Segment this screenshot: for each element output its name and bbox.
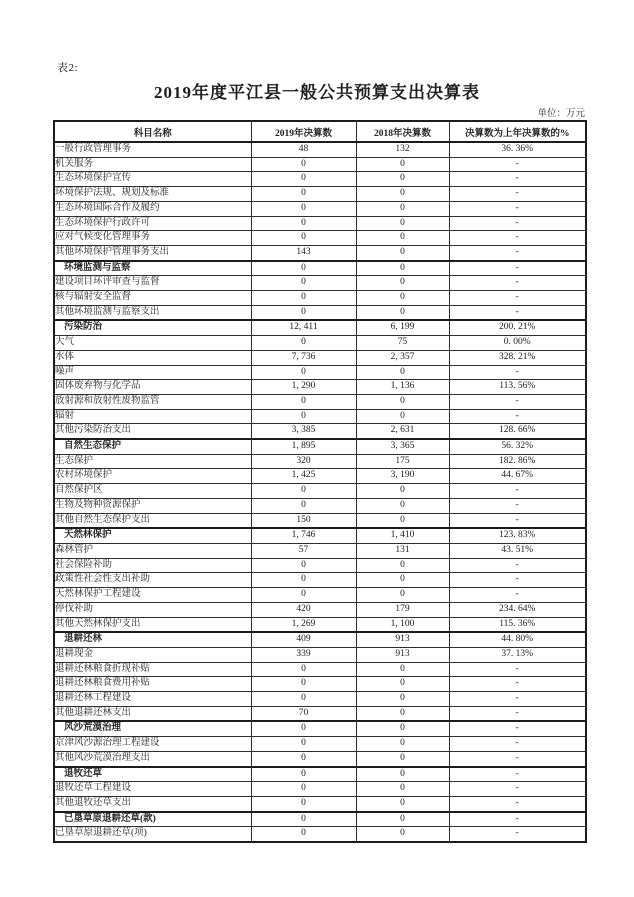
value-2018-cell: 0 [356,231,449,246]
subject-name-cell: 京津风沙源治理工程建设 [54,737,251,752]
subject-name-cell: 建设项目环评审查与监督 [54,276,251,291]
table-row [54,558,586,573]
subject-name-cell: 其他环境监测与监察支出 [54,305,251,320]
table-row [54,827,586,842]
value-2019-cell: 1, 895 [251,439,356,454]
table-row [54,573,586,588]
value-2018-cell: 3, 190 [356,469,449,484]
pct-of-prior-year-cell: - [449,172,586,187]
pct-of-prior-year-cell: - [449,187,586,202]
table-row [54,528,586,543]
value-2018-cell: 6, 199 [356,320,449,335]
value-2019-cell: 0 [251,231,356,246]
subject-name-cell: 环境保护法规、规划及标准 [54,187,251,202]
pct-of-prior-year-cell: - [449,827,586,842]
column-header-subject: 科目名称 [54,121,251,142]
pct-of-prior-year-cell: - [449,737,586,752]
subject-name-cell: 农村环境保护 [54,469,251,484]
value-2019-cell: 0 [251,305,356,320]
pct-of-prior-year-cell: - [449,796,586,811]
value-2018-cell: 0 [356,827,449,842]
header-row [54,121,586,142]
table-row [54,216,586,231]
pct-of-prior-year-cell: 128. 66% [449,424,586,439]
table-row [54,692,586,707]
value-2019-cell: 1, 425 [251,469,356,484]
table-row [54,245,586,260]
subject-name-cell: 风沙荒漠治理 [54,721,251,736]
table-row [54,350,586,365]
table-row [54,498,586,513]
value-2019-cell: 0 [251,721,356,736]
value-2018-cell: 1, 100 [356,617,449,632]
subject-name-cell: 天然林保护工程建设 [54,588,251,603]
pct-of-prior-year-cell: 36. 36% [449,142,586,157]
value-2018-cell: 0 [356,677,449,692]
value-2019-cell: 0 [251,261,356,276]
value-2018-cell: 0 [356,498,449,513]
subject-name-cell: 森林管护 [54,543,251,558]
value-2018-cell: 0 [356,187,449,202]
value-2018-cell: 0 [356,484,449,499]
table-row [54,291,586,306]
pct-of-prior-year-cell: - [449,767,586,782]
table-row [54,662,586,677]
pct-of-prior-year-cell: 234. 64% [449,602,586,617]
table-row [54,469,586,484]
table-row [54,320,586,335]
value-2018-cell: 0 [356,662,449,677]
subject-name-cell: 机关服务 [54,157,251,172]
value-2019-cell: 143 [251,245,356,260]
value-2018-cell: 0 [356,276,449,291]
subject-name-cell: 其他环境保护管理事务支出 [54,245,251,260]
value-2018-cell: 131 [356,543,449,558]
value-2018-cell: 0 [356,706,449,721]
subject-name-cell: 天然林保护 [54,528,251,543]
subject-name-cell: 生态环境保护宣传 [54,172,251,187]
value-2019-cell: 0 [251,276,356,291]
subject-name-cell: 已垦草原退耕还草(项) [54,827,251,842]
subject-name-cell: 核与辐射安全监督 [54,291,251,306]
pct-of-prior-year-cell: - [449,484,586,499]
pct-of-prior-year-cell: 182. 86% [449,454,586,469]
table-row [54,201,586,216]
pct-of-prior-year-cell: - [449,201,586,216]
value-2018-cell: 913 [356,632,449,647]
value-2019-cell: 0 [251,365,356,380]
value-2018-cell: 0 [356,812,449,827]
pct-of-prior-year-cell: - [449,751,586,766]
value-2019-cell: 57 [251,543,356,558]
value-2018-cell: 0 [356,157,449,172]
value-2019-cell: 0 [251,157,356,172]
value-2019-cell: 0 [251,498,356,513]
subject-name-cell: 大气 [54,336,251,351]
table-row [54,617,586,632]
value-2019-cell: 0 [251,751,356,766]
value-2019-cell: 0 [251,201,356,216]
value-2018-cell: 75 [356,336,449,351]
pct-of-prior-year-cell: - [449,706,586,721]
value-2018-cell: 1, 136 [356,380,449,395]
table-row [54,454,586,469]
subject-name-cell: 停伐补助 [54,602,251,617]
value-2019-cell: 0 [251,394,356,409]
pct-of-prior-year-cell: - [449,558,586,573]
value-2018-cell: 0 [356,721,449,736]
table-row [54,380,586,395]
pct-of-prior-year-cell: 44. 67% [449,469,586,484]
value-2019-cell: 0 [251,812,356,827]
value-2018-cell: 0 [356,767,449,782]
subject-name-cell: 退牧还草工程建设 [54,782,251,797]
table-row [54,439,586,454]
column-header-2019: 2019年决算数 [251,121,356,142]
table-row [54,706,586,721]
subject-name-cell: 其他风沙荒漠治理支出 [54,751,251,766]
table-row [54,751,586,766]
value-2019-cell: 150 [251,513,356,528]
pct-of-prior-year-cell: 200. 21% [449,320,586,335]
value-2019-cell: 0 [251,484,356,499]
value-2019-cell: 0 [251,291,356,306]
unit-note: 单位：万元 [537,109,585,119]
subject-name-cell: 其他退耕还林支出 [54,706,251,721]
pct-of-prior-year-cell: - [449,692,586,707]
value-2019-cell: 1, 269 [251,617,356,632]
subject-name-cell: 退耕现金 [54,647,251,662]
subject-name-cell: 自然生态保护 [54,439,251,454]
value-2019-cell: 0 [251,677,356,692]
pct-of-prior-year-cell: 56. 32% [449,439,586,454]
table-row [54,409,586,424]
value-2018-cell: 0 [356,573,449,588]
table-row [54,647,586,662]
value-2018-cell: 0 [356,751,449,766]
subject-name-cell: 放射源和放射性废物监管 [54,394,251,409]
pct-of-prior-year-cell: - [449,261,586,276]
subject-name-cell: 退牧还草 [54,767,251,782]
pct-of-prior-year-cell: - [449,291,586,306]
value-2019-cell: 70 [251,706,356,721]
table-row [54,336,586,351]
table-row [54,588,586,603]
table-row [54,721,586,736]
subject-name-cell: 其他自然生态保护支出 [54,513,251,528]
pct-of-prior-year-cell: 44. 80% [449,632,586,647]
subject-name-cell: 其他退牧还草支出 [54,796,251,811]
value-2018-cell: 0 [356,245,449,260]
value-2018-cell: 3, 365 [356,439,449,454]
value-2019-cell: 0 [251,558,356,573]
value-2018-cell: 132 [356,142,449,157]
value-2018-cell: 913 [356,647,449,662]
value-2019-cell: 12, 411 [251,320,356,335]
value-2019-cell: 420 [251,602,356,617]
pct-of-prior-year-cell: - [449,782,586,797]
page-title: 2019年度平江县一般公共预算支出决算表 [154,83,480,102]
subject-name-cell: 辐射 [54,409,251,424]
table-row [54,231,586,246]
value-2019-cell: 0 [251,796,356,811]
pct-of-prior-year-cell: - [449,513,586,528]
value-2018-cell: 0 [356,796,449,811]
value-2019-cell: 0 [251,216,356,231]
pct-of-prior-year-cell: 37. 13% [449,647,586,662]
value-2018-cell: 1, 410 [356,528,449,543]
value-2019-cell: 339 [251,647,356,662]
subject-name-cell: 退耕还林 [54,632,251,647]
table-row [54,513,586,528]
table-row [54,767,586,782]
pct-of-prior-year-cell: 113. 56% [449,380,586,395]
table-row [54,365,586,380]
table-row [54,261,586,276]
column-header-2018: 2018年决算数 [356,121,449,142]
subject-name-cell: 生态环境国际合作及履约 [54,201,251,216]
subject-name-cell: 固体废弃物与化学品 [54,380,251,395]
subject-name-cell: 一般行政管理事务 [54,142,251,157]
pct-of-prior-year-cell: - [449,662,586,677]
value-2018-cell: 175 [356,454,449,469]
value-2019-cell: 3, 385 [251,424,356,439]
table-row [54,782,586,797]
value-2019-cell: 0 [251,692,356,707]
value-2019-cell: 409 [251,632,356,647]
subject-name-cell: 已垦草原退耕还草(款) [54,812,251,827]
value-2018-cell: 0 [356,737,449,752]
pct-of-prior-year-cell: 115. 36% [449,617,586,632]
value-2018-cell: 0 [356,365,449,380]
pct-of-prior-year-cell: - [449,498,586,513]
value-2019-cell: 0 [251,782,356,797]
value-2019-cell: 320 [251,454,356,469]
value-2018-cell: 0 [356,394,449,409]
value-2019-cell: 1, 290 [251,380,356,395]
value-2019-cell: 0 [251,172,356,187]
pct-of-prior-year-cell: - [449,245,586,260]
budget-table-body [54,142,586,842]
subject-name-cell: 噪声 [54,365,251,380]
subject-name-cell: 污染防治 [54,320,251,335]
value-2018-cell: 2, 357 [356,350,449,365]
pct-of-prior-year-cell: - [449,573,586,588]
table-row [54,484,586,499]
subject-name-cell: 政策性社会性支出补助 [54,573,251,588]
pct-of-prior-year-cell: - [449,677,586,692]
value-2019-cell: 0 [251,737,356,752]
subject-name-cell: 其他污染防治支出 [54,424,251,439]
value-2019-cell: 0 [251,573,356,588]
table-row [54,394,586,409]
table-row [54,812,586,827]
value-2019-cell: 48 [251,142,356,157]
value-2018-cell: 0 [356,692,449,707]
pct-of-prior-year-cell: 0. 00% [449,336,586,351]
value-2018-cell: 0 [356,216,449,231]
subject-name-cell: 生态环境保护行政许可 [54,216,251,231]
table-row [54,142,586,157]
subject-name-cell: 退耕还林粮食费用补贴 [54,677,251,692]
value-2018-cell: 0 [356,513,449,528]
pct-of-prior-year-cell: - [449,157,586,172]
value-2018-cell: 0 [356,305,449,320]
table-row [54,172,586,187]
value-2019-cell: 0 [251,187,356,202]
value-2019-cell: 0 [251,409,356,424]
value-2018-cell: 179 [356,602,449,617]
subject-name-cell: 应对气候变化管理事务 [54,231,251,246]
pct-of-prior-year-cell: 43. 51% [449,543,586,558]
pct-of-prior-year-cell: - [449,231,586,246]
budget-table-header [54,121,586,142]
subject-name-cell: 水体 [54,350,251,365]
table-row [54,737,586,752]
value-2018-cell: 0 [356,588,449,603]
value-2018-cell: 0 [356,172,449,187]
table-row [54,305,586,320]
subject-name-cell: 社会保险补助 [54,558,251,573]
table-row [54,187,586,202]
value-2018-cell: 0 [356,558,449,573]
value-2019-cell: 0 [251,827,356,842]
value-2019-cell: 0 [251,767,356,782]
value-2019-cell: 0 [251,662,356,677]
pct-of-prior-year-cell: - [449,276,586,291]
value-2018-cell: 0 [356,261,449,276]
pct-of-prior-year-cell: - [449,409,586,424]
column-header-pct: 决算数为上年决算数的% [449,121,586,142]
value-2018-cell: 0 [356,201,449,216]
table-number-label: 表2: [57,62,79,74]
value-2018-cell: 0 [356,782,449,797]
table-row [54,157,586,172]
pct-of-prior-year-cell: - [449,721,586,736]
table-row [54,677,586,692]
table-row [54,424,586,439]
value-2019-cell: 0 [251,336,356,351]
subject-name-cell: 退耕还林粮食折现补贴 [54,662,251,677]
value-2019-cell: 0 [251,588,356,603]
pct-of-prior-year-cell: - [449,216,586,231]
subject-name-cell: 生态保护 [54,454,251,469]
value-2018-cell: 0 [356,291,449,306]
budget-table [53,120,587,843]
subject-name-cell: 环境监测与监察 [54,261,251,276]
subject-name-cell: 生物及物种资源保护 [54,498,251,513]
pct-of-prior-year-cell: 123. 83% [449,528,586,543]
pct-of-prior-year-cell: - [449,394,586,409]
pct-of-prior-year-cell: - [449,812,586,827]
table-row [54,543,586,558]
pct-of-prior-year-cell: - [449,588,586,603]
table-row [54,632,586,647]
pct-of-prior-year-cell: - [449,305,586,320]
value-2019-cell: 7, 736 [251,350,356,365]
table-row [54,602,586,617]
pct-of-prior-year-cell: 328. 21% [449,350,586,365]
table-row [54,796,586,811]
value-2018-cell: 2, 631 [356,424,449,439]
table-row [54,276,586,291]
subject-name-cell: 其他天然林保护支出 [54,617,251,632]
value-2018-cell: 0 [356,409,449,424]
subject-name-cell: 退耕还林工程建设 [54,692,251,707]
value-2019-cell: 1, 746 [251,528,356,543]
subject-name-cell: 自然保护区 [54,484,251,499]
pct-of-prior-year-cell: - [449,365,586,380]
